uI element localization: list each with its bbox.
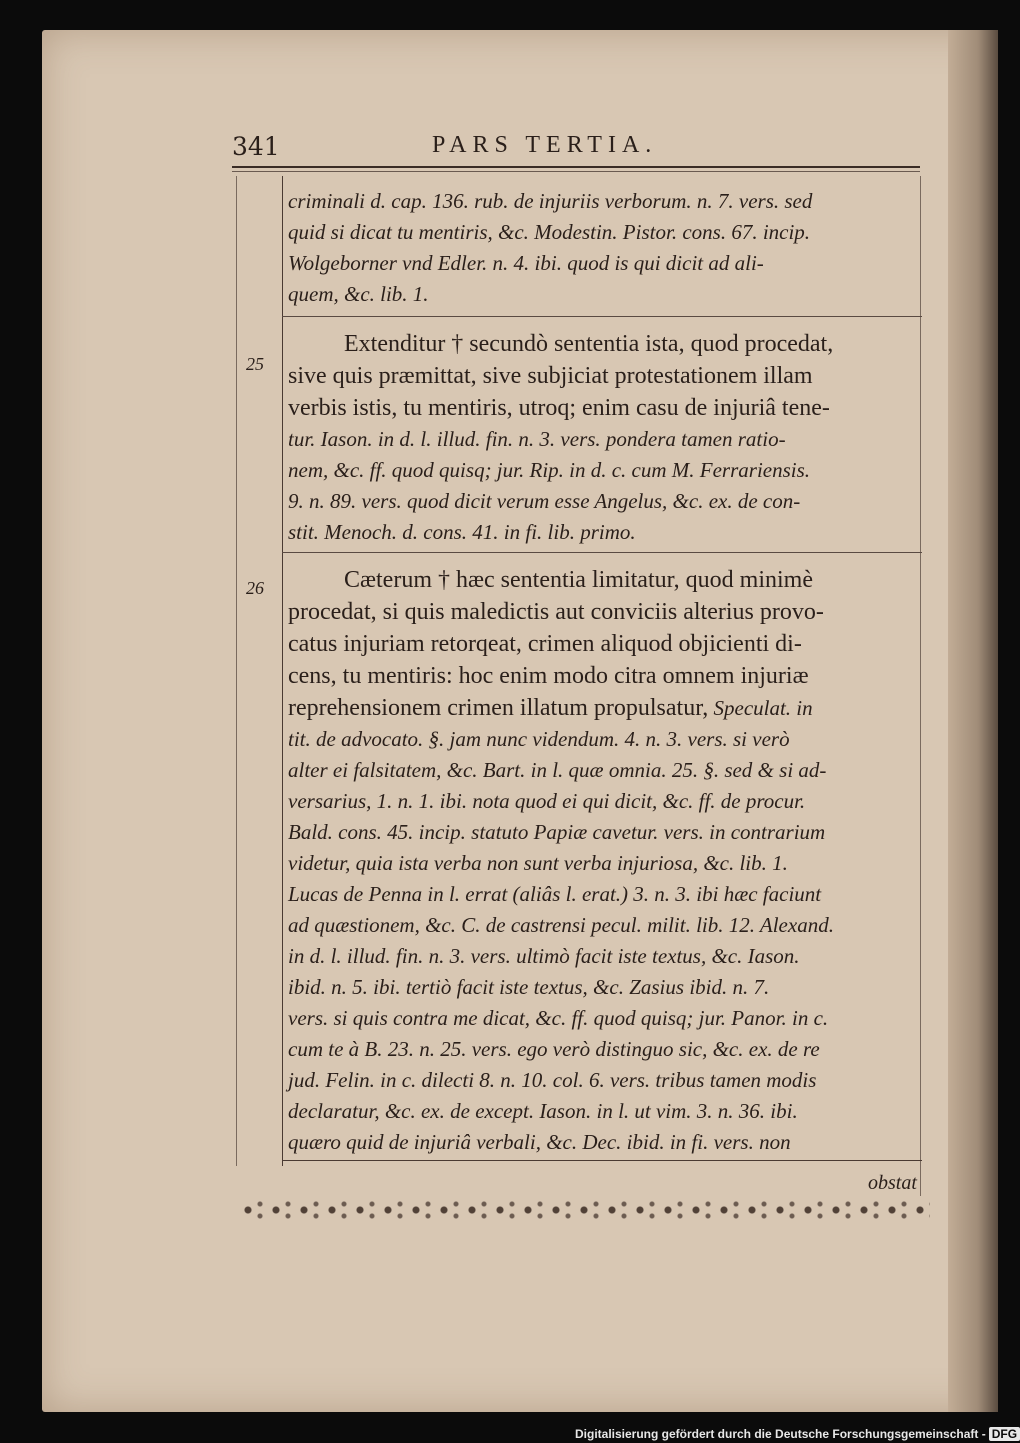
margin-frame-line <box>236 176 237 1166</box>
paragraph-divider <box>282 552 922 553</box>
paragraph-26 <box>288 564 918 1158</box>
text-line: Lucas de Penna in l. errat (aliâs l. erat.) 3. n. 3. ibi hæc faciunt <box>288 882 822 906</box>
text-line: stit. Menoch. d. cons. 41. in fi. lib. primo. <box>288 520 636 544</box>
text-line: verbis istis, tu mentiris, utroq; enim casu de injuriâ tene- <box>288 395 830 421</box>
text-line: Cæterum † hæc sententia limitatur, quod minimè <box>344 567 813 593</box>
paragraph-continuation <box>288 186 918 310</box>
text-line: quem, &c. lib. 1. <box>288 282 429 306</box>
text-line: quid si dicat tu mentiris, &c. Modestin. Pistor. cons. 67. incip. <box>288 220 811 244</box>
text-line: tit. de advocato. §. jam nunc videndum. 4. n. 3. vers. si verò <box>288 727 790 751</box>
text-line: tur. Iason. in d. l. illud. fin. n. 3. vers. pondera tamen ratio- <box>288 427 786 451</box>
header-rule <box>232 166 920 168</box>
text-line <box>288 692 918 724</box>
text-line: 9. n. 89. vers. quod dicit verum esse Angelus, &c. ex. de con- <box>288 489 801 513</box>
text-line: Bald. cons. 45. incip. statuto Papiæ cavetur. vers. in contrarium <box>288 820 826 844</box>
text-run-italic: Speculat. in <box>708 696 813 720</box>
text-run: reprehensionem crimen illatum propulsatur, <box>288 695 709 721</box>
paragraph-25 <box>288 328 918 548</box>
footer-text: Digitalisierung gefördert durch die Deutsche Forschungsgemeinschaft - <box>575 1427 986 1441</box>
text-line: alter ei falsitatem, &c. Bart. in l. quæ omnia. 25. §. sed & si ad- <box>288 758 827 782</box>
text-line: in d. l. illud. fin. n. 3. vers. ultimò facit iste textus, &c. Iason. <box>288 944 800 968</box>
text-line: jud. Felin. in c. dilecti 8. n. 10. col. 6. vers. tribus tamen modis <box>288 1068 817 1092</box>
header-rule-thin <box>232 171 920 172</box>
text-frame-right <box>920 176 921 1196</box>
margin-number: 25 <box>246 354 264 374</box>
text-frame-bottom <box>282 1160 922 1161</box>
text-line: Wolgeborner vnd Edler. n. 4. ibi. quod is qui dicit ad ali- <box>288 251 764 275</box>
text-frame-left <box>282 176 283 1166</box>
text-line: versarius, 1. n. 1. ibi. nota quod ei qui dicit, &c. ff. de procur. <box>288 789 806 813</box>
text-line: vers. si quis contra me dicat, &c. ff. quod quisq; jur. Panor. in c. <box>288 1006 829 1030</box>
text-line: videtur, quia ista verba non sunt verba injuriosa, &c. lib. 1. <box>288 851 788 875</box>
footer-credit <box>575 1427 1020 1441</box>
text-line: nem, &c. ff. quod quisq; jur. Rip. in d. c. cum M. Ferrariensis. <box>288 458 811 482</box>
text-line: ibid. n. 5. ibi. tertiò facit iste textus, &c. Zasius ibid. n. 7. <box>288 975 770 999</box>
text-line: cens, tu mentiris: hoc enim modo citra omnem injuriæ <box>288 663 809 689</box>
page-number: 341 <box>232 132 280 161</box>
dfg-logo: DFG <box>989 1427 1020 1441</box>
text-line: cum te à B. 23. n. 25. vers. ego verò distinguo sic, &c. ex. de re <box>288 1037 820 1061</box>
text-line: quæro quid de injuriâ verbali, &c. Dec. ibid. in fi. vers. non <box>288 1130 791 1154</box>
text-line: Extenditur † secundò sententia ista, quod procedat, <box>344 331 834 357</box>
text-line: declaratur, &c. ex. de except. Iason. in l. ut vim. 3. n. 36. ibi. <box>288 1099 798 1123</box>
catchword: obstat <box>868 1172 917 1194</box>
text-line: ad quæstionem, &c. C. de castrensi pecul. milit. lib. 12. Alexand. <box>288 913 834 937</box>
ornamental-border <box>240 1196 930 1224</box>
running-title: PARS TERTIA. <box>432 132 658 158</box>
text-line: sive quis præmittat, sive subjiciat protestationem illam <box>288 363 813 389</box>
text-line: criminali d. cap. 136. rub. de injuriis verborum. n. 7. vers. sed <box>288 189 813 213</box>
paragraph-divider <box>282 316 922 317</box>
text-line: procedat, si quis maledictis aut conviciis alterius provo- <box>288 599 824 625</box>
page-edge <box>948 30 998 1412</box>
text-line: catus injuriam retorqeat, crimen aliquod objicienti di- <box>288 631 802 657</box>
page-header <box>232 128 922 164</box>
margin-number: 26 <box>246 578 264 598</box>
